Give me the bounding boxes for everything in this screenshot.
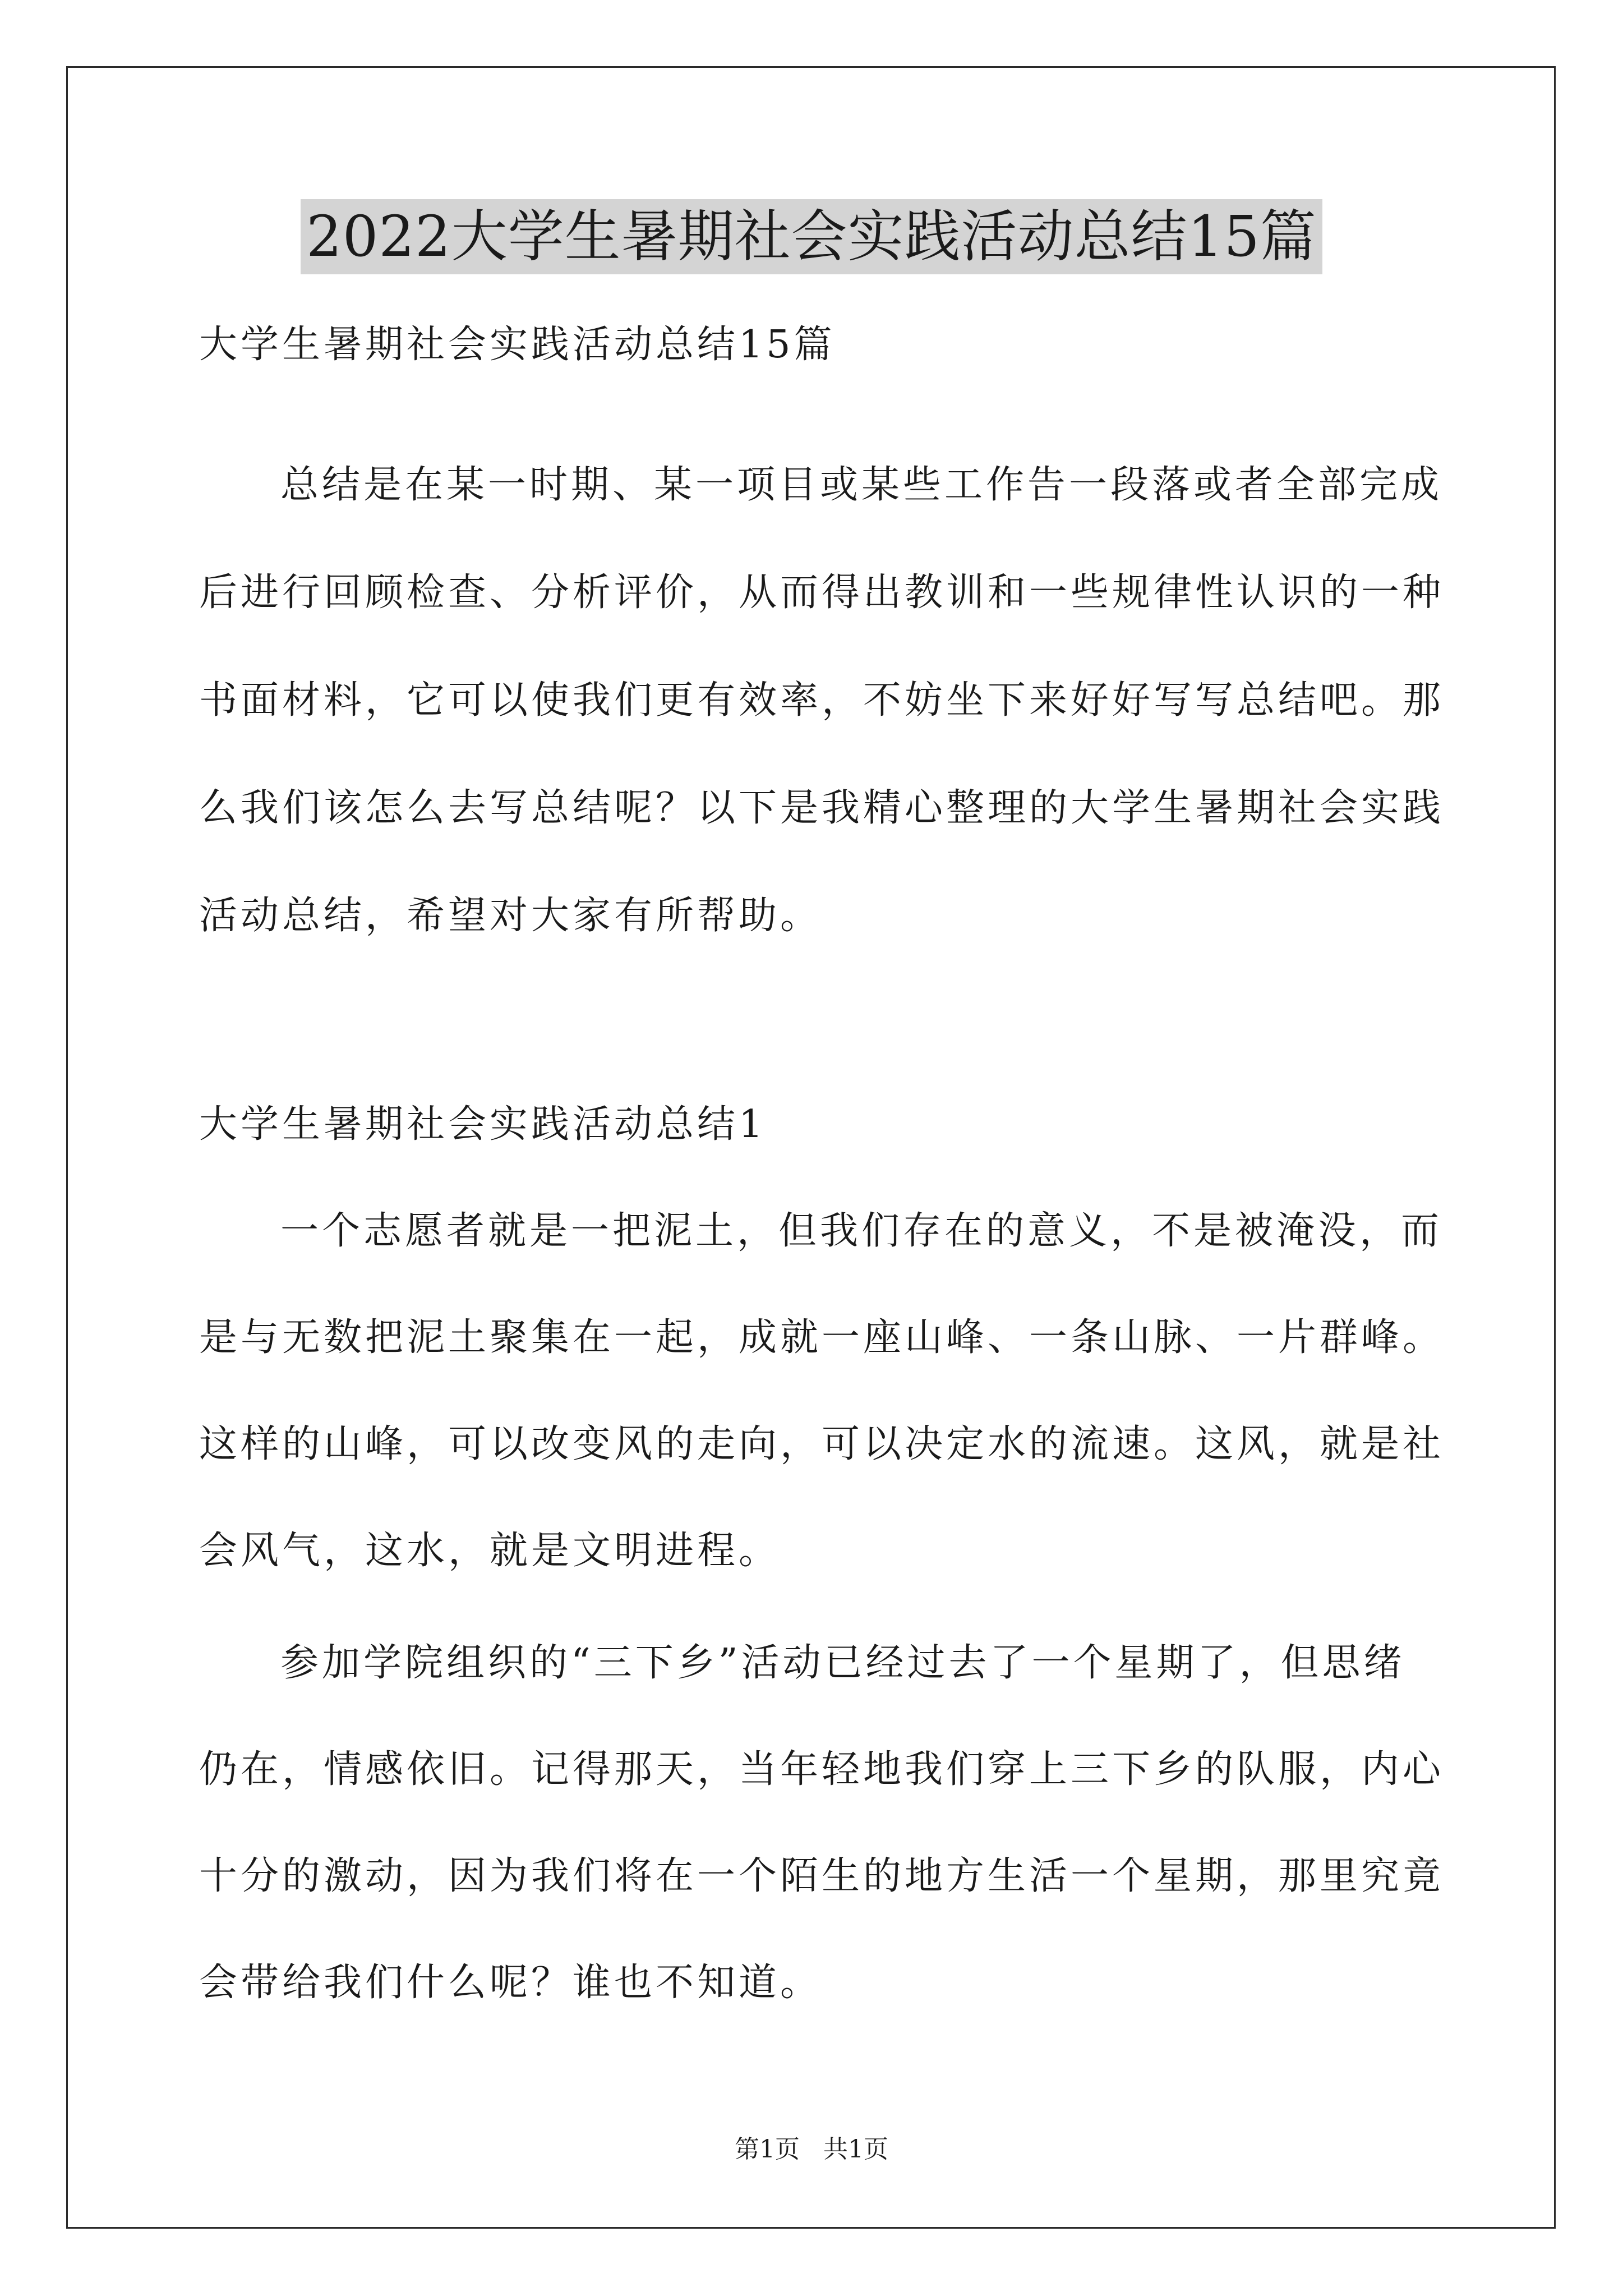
section-heading: 大学生暑期社会实践活动总结1 [199,1102,767,1147]
intro-line-5: 活动总结，希望对大家有所帮助。 [199,894,822,938]
para1-line-2: 是与无数把泥土聚集在一起，成就一座山峰、一条山脉、一片群峰。 [199,1315,1445,1360]
intro-line-1: 总结是在某一时期、某一项目或某些工作告一段落或者全部完成 [280,463,1443,507]
title-container [0,199,1623,274]
para1-line-1: 一个志愿者就是一把泥土，但我们存在的意义，不是被淹没，而 [280,1209,1443,1253]
para2-line-4: 会带给我们什么呢？谁也不知道。 [199,1961,822,2005]
document-subtitle: 大学生暑期社会实践活动总结15篇 [199,323,836,367]
para1-line-4: 会风气，这水，就是文明进程。 [199,1529,781,1573]
intro-line-4: 么我们该怎么去写总结呢？以下是我精心整理的大学生暑期社会实践 [199,786,1445,830]
intro-line-3: 书面材料，它可以使我们更有效率，不妨坐下来好好写写总结吧。那 [199,678,1445,723]
document-title: 2022大学生暑期社会实践活动总结15篇 [301,199,1322,274]
para2-line-2: 仍在，情感依旧。记得那天，当年轻地我们穿上三下乡的队服，内心 [199,1747,1445,1792]
intro-line-2: 后进行回顾检查、分析评价，从而得出教训和一些规律性认识的一种 [199,570,1445,615]
page-footer: 第1页 共1页 [735,2135,888,2164]
para2-line-1: 参加学院组织的“三下乡”活动已经过去了一个星期了，但思绪 [280,1641,1405,1685]
para2-line-3: 十分的激动，因为我们将在一个陌生的地方生活一个星期，那里究竟 [199,1854,1445,1898]
para1-line-3: 这样的山峰，可以改变风的走向，可以决定水的流速。这风，就是社 [199,1422,1445,1466]
